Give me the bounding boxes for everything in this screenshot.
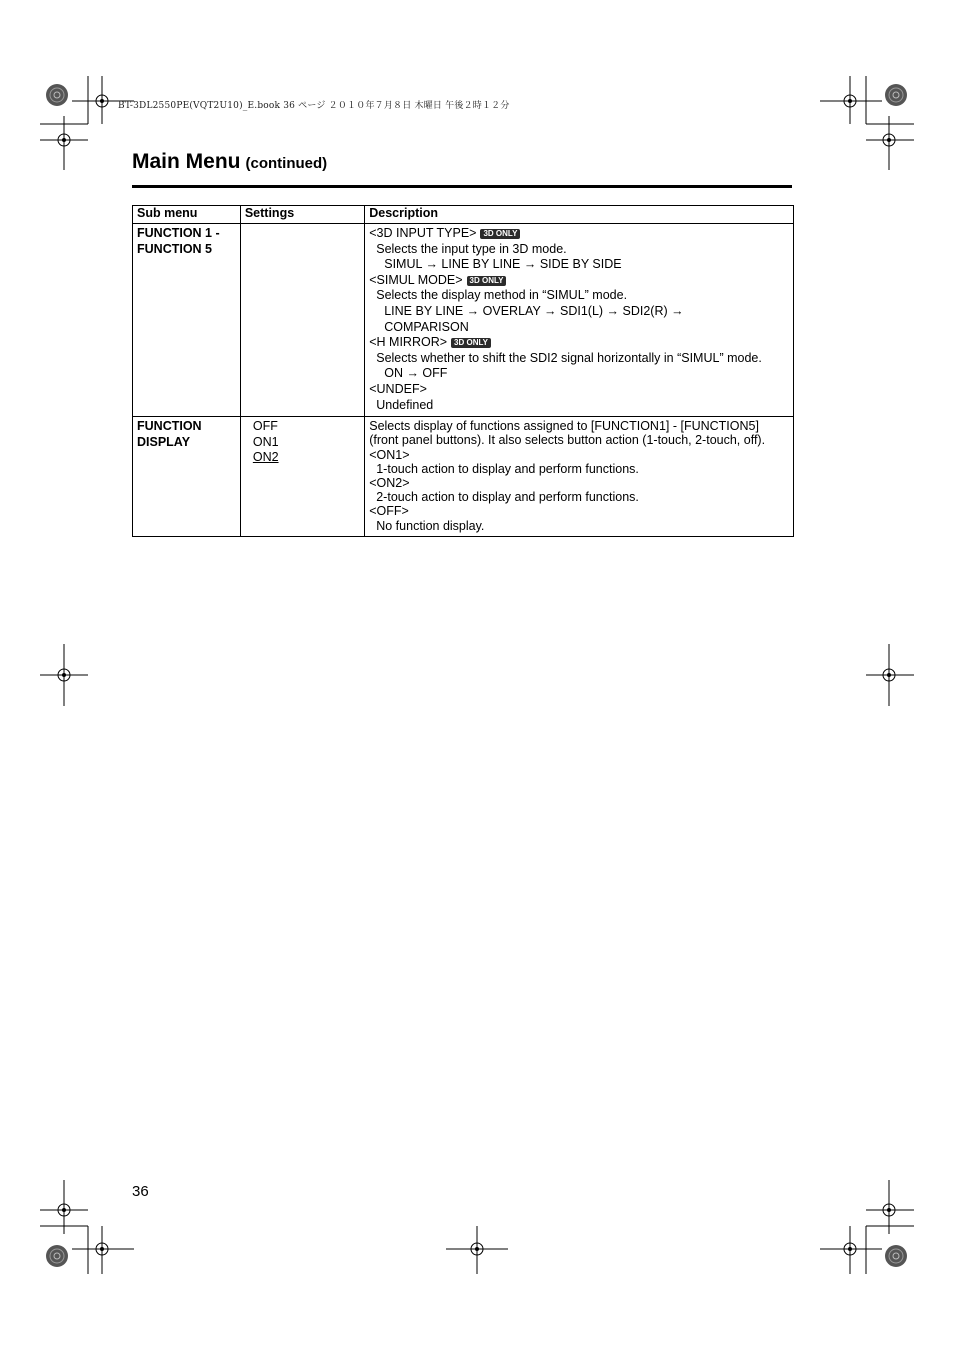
table-row [133, 417, 794, 537]
submenu-name: DISPLAY [137, 434, 191, 449]
item-description: Selects display of functions assigned to [FUNCTION1] - [FUNCTION5] (front panel buttons). It also selects button action (1-touch, 2-touch, off). [369, 419, 766, 448]
setting-option-off: OFF [252, 419, 278, 434]
submenu-name: FUNCTION 5 [137, 241, 212, 256]
item-label: <ON2> [369, 475, 410, 490]
settings-cell [240, 224, 364, 417]
title-rule [132, 185, 792, 188]
item-description: Selects whether to shift the SDI2 signal horizontally in “SIMUL” mode. [376, 350, 762, 365]
column-header-submenu: Sub menu [133, 206, 241, 224]
page-title-main: Main Menu [132, 150, 241, 173]
submenu-cell [133, 417, 241, 537]
submenu-cell [133, 224, 241, 417]
registration-circle-icon [885, 84, 907, 106]
item-description: 1-touch action to display and perform functions. [376, 461, 639, 476]
item-label: <H MIRROR> [369, 335, 448, 350]
item-label: <OFF> [369, 504, 409, 519]
submenu-name: FUNCTION 1 - [137, 226, 220, 240]
item-description: Selects the input type in 3D mode. [376, 241, 567, 256]
item-label: <ON1> [369, 447, 410, 462]
table-header-row [133, 206, 794, 224]
3d-only-badge: 3D ONLY [451, 338, 491, 348]
page-title [132, 150, 327, 174]
item-description: 2-touch action to display and perform functions. [376, 490, 639, 505]
item-options: ON → OFF [384, 366, 448, 381]
item-label: <3D INPUT TYPE> [369, 226, 477, 240]
registration-circle-icon [46, 1245, 68, 1267]
table-row [133, 224, 794, 417]
column-header-settings: Settings [240, 206, 364, 224]
settings-cell [240, 417, 364, 537]
column-header-description: Description [365, 206, 794, 224]
3d-only-badge: 3D ONLY [467, 276, 507, 286]
print-header-line: BT-3DL2550PE(VQT2U10)_E.book 36 ページ ２０１０年７月８日 木曜日 午後２時１２分 [118, 101, 510, 111]
submenu-name: FUNCTION [137, 419, 202, 434]
registration-circle-icon [46, 84, 68, 106]
3d-only-badge: 3D ONLY [480, 229, 520, 239]
item-options: SIMUL → LINE BY LINE → SIDE BY SIDE [384, 257, 622, 272]
registration-circle-icon [885, 1245, 907, 1267]
main-menu-table [132, 205, 794, 537]
page-number: 36 [132, 1183, 149, 1200]
description-cell [365, 224, 794, 417]
item-options: COMPARISON [384, 319, 469, 334]
item-options: LINE BY LINE → OVERLAY → SDI1(L) → SDI2(R) → [384, 303, 684, 318]
item-label: <SIMUL MODE> [369, 272, 463, 287]
item-description: No function display. [376, 518, 485, 533]
item-label: <UNDEF> [369, 381, 427, 396]
page-title-continued: (continued) [245, 155, 328, 172]
item-description: Selects the display method in “SIMUL” mode. [376, 288, 628, 303]
description-cell [365, 417, 794, 537]
setting-option-on1: ON1 [252, 434, 279, 449]
setting-option-on2-default: ON2 [252, 450, 279, 465]
item-description: Undefined [376, 397, 434, 412]
